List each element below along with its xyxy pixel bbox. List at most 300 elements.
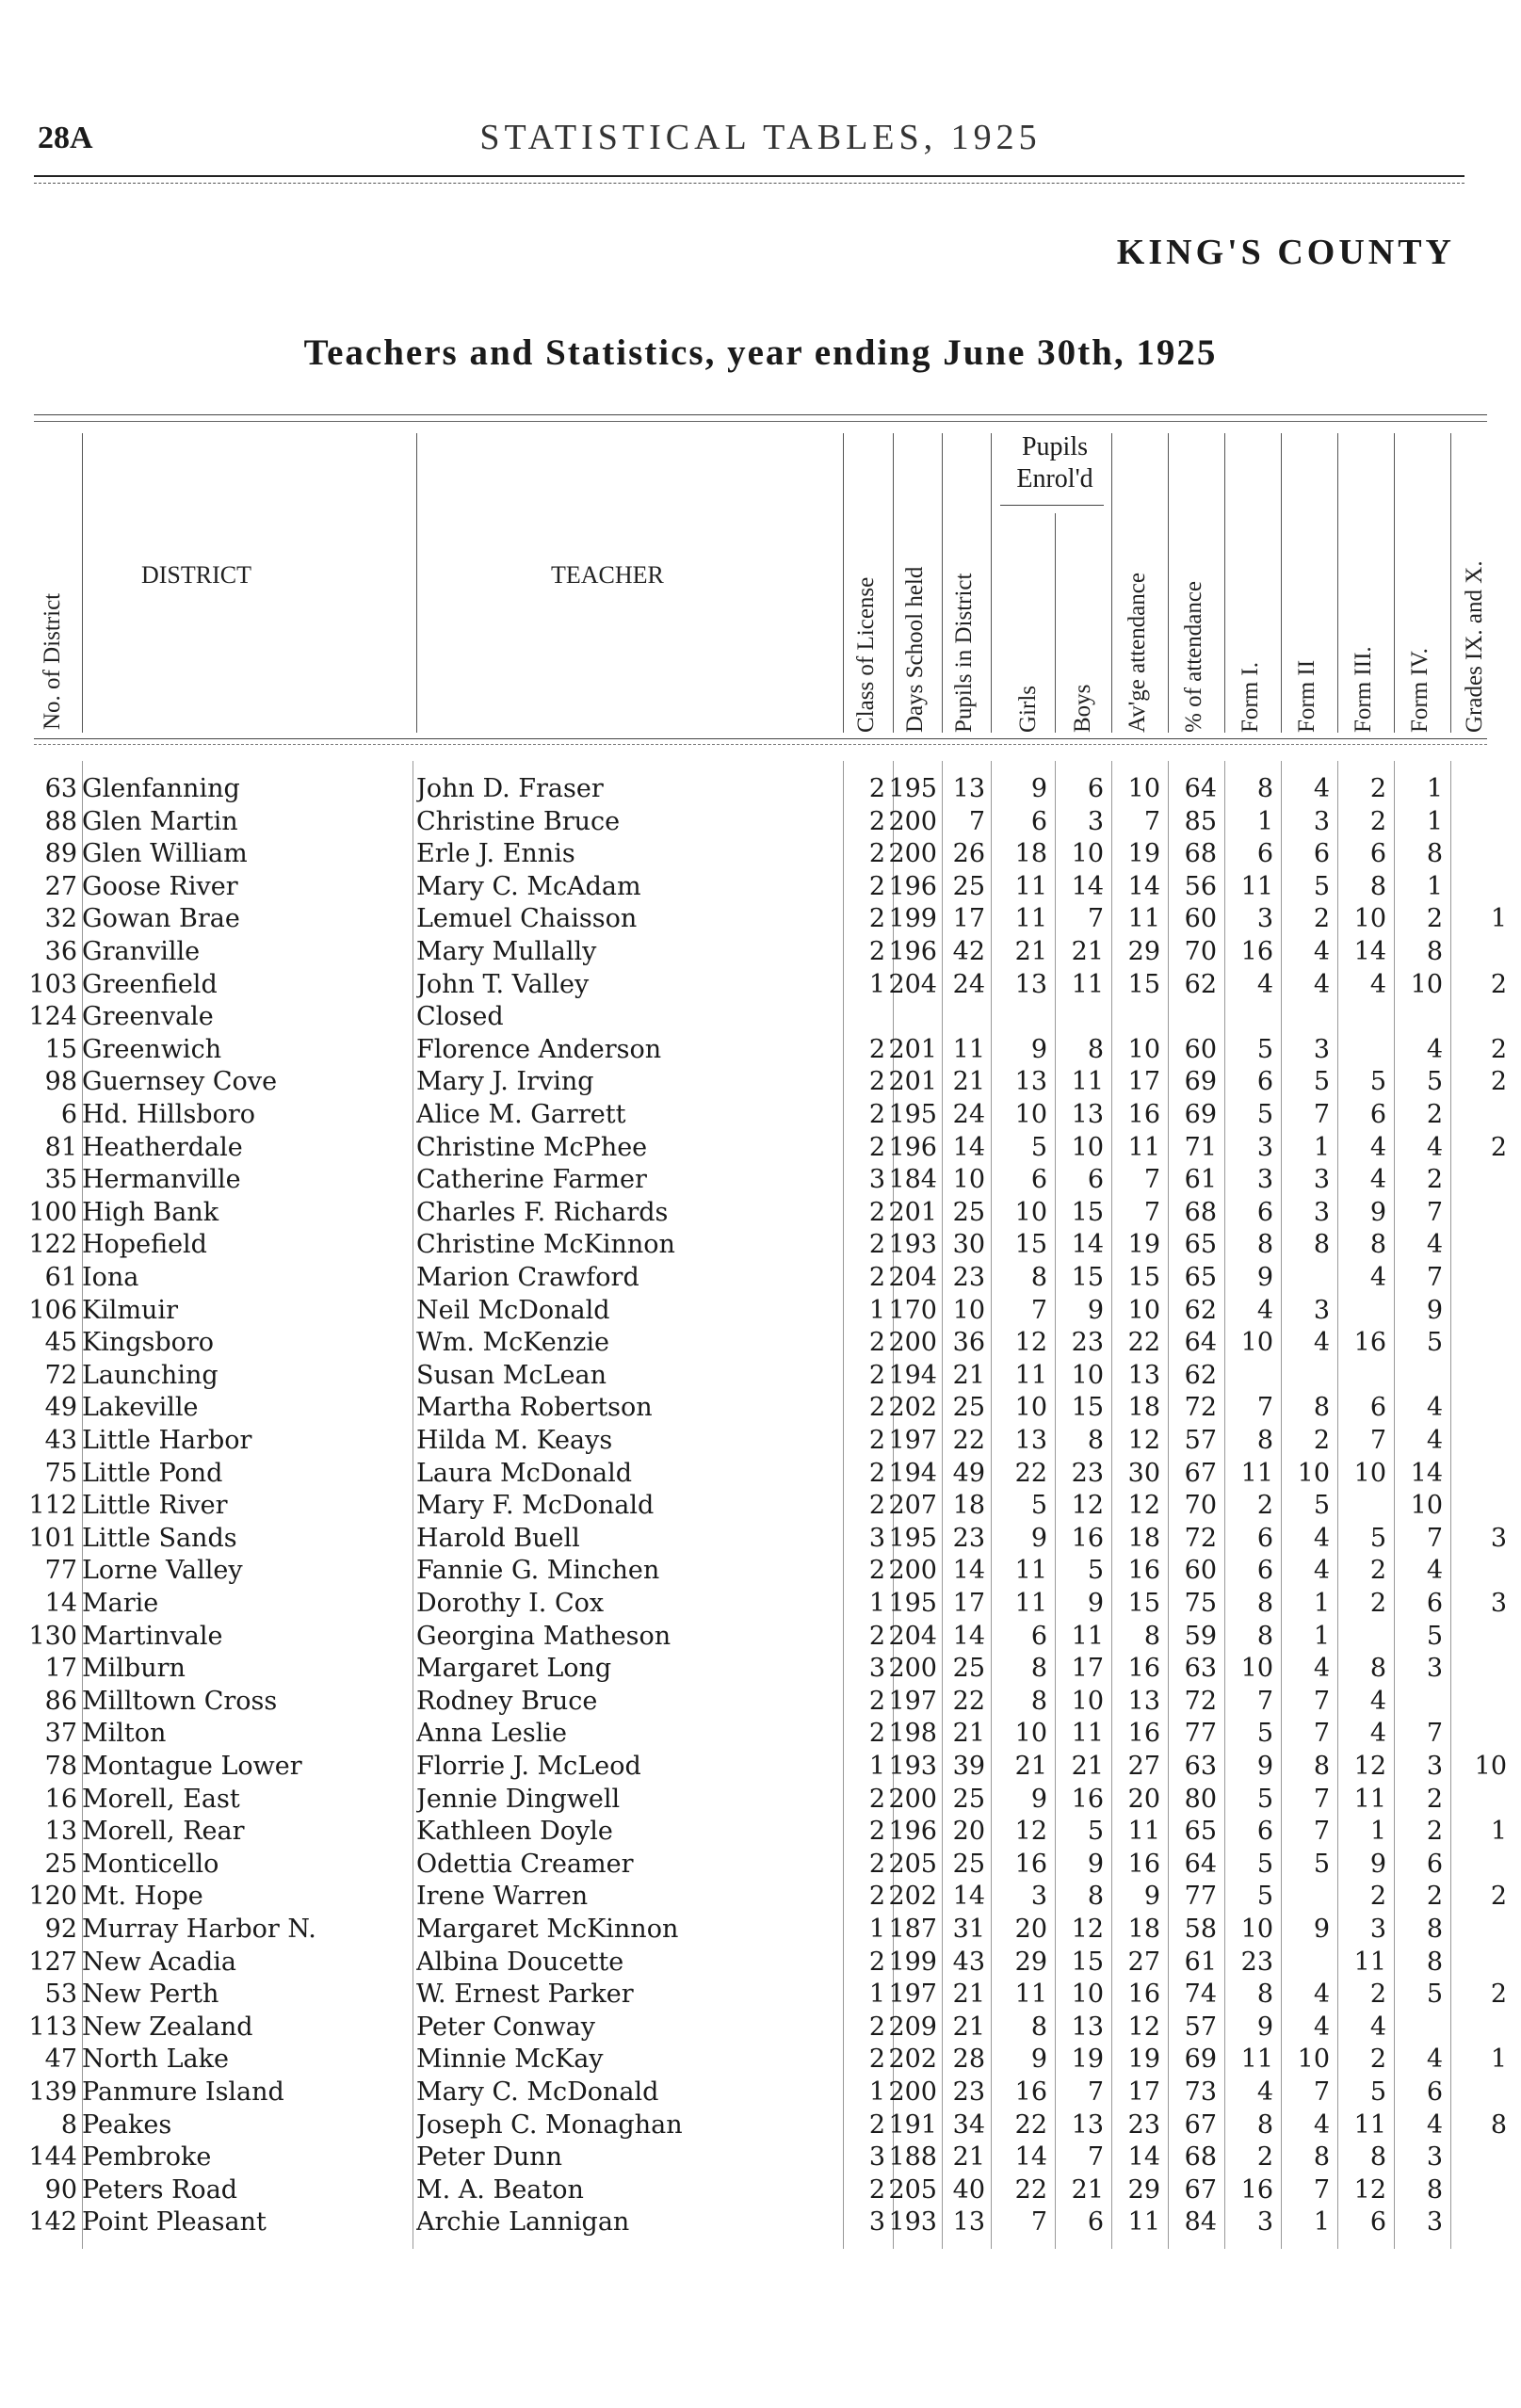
grades-value: 1 [1490,904,1507,934]
girls-value: 12 [1014,1817,1047,1847]
header-pupils-enrold: Pupils Enrol'd [1016,432,1093,493]
avge-attendance-value: 13 [1127,1686,1160,1716]
teacher-name: Mary F. McDonald [416,1491,655,1521]
district-number: 112 [28,1491,77,1521]
class-of-license-value: 2 [868,2012,885,2042]
avge-attendance-value: 16 [1127,1654,1160,1684]
header-grades: Grades IX. and X. [1462,560,1487,733]
pct-attendance-value: 68 [1184,839,1217,869]
avge-attendance-value: 29 [1127,2174,1160,2205]
pct-attendance-value: 64 [1184,774,1217,803]
form-2-value: 5 [1313,1491,1330,1521]
form-4-value: 5 [1426,1980,1443,2010]
header-bottom-rule-dashed [34,744,1487,745]
district-number: 98 [44,1067,77,1097]
boys-value: 11 [1071,1719,1104,1749]
district-name: Greenfield [82,969,218,999]
form-4-value: 9 [1426,1295,1443,1325]
boys-value: 8 [1087,1426,1104,1455]
form-3-value: 7 [1369,1426,1386,1455]
district-name: Granville [82,937,201,966]
form-1-value: 9 [1256,1263,1273,1292]
header-divider [942,433,943,733]
boys-value: 3 [1087,806,1104,836]
class-of-license-value: 3 [868,2207,885,2238]
class-of-license-value: 2 [868,1263,885,1292]
running-title: STATISTICAL TABLES, 1925 [479,118,1042,157]
avge-attendance-value: 23 [1127,2109,1160,2140]
form-2-value: 7 [1313,1719,1330,1749]
form-4-value: 7 [1426,1523,1443,1553]
boys-value: 21 [1071,2174,1104,2205]
form-3-value: 12 [1353,1752,1386,1781]
form-3-value: 4 [1369,2012,1386,2042]
pct-attendance-value: 64 [1184,1849,1217,1879]
table-row [0,837,1521,870]
avge-attendance-value: 29 [1127,937,1160,966]
boys-value: 5 [1087,1556,1104,1586]
district-name: Monticello [82,1849,219,1879]
girls-value: 18 [1014,839,1047,869]
form-3-value: 10 [1353,1458,1386,1488]
header-form-4: Form IV. [1407,648,1432,733]
form-2-value: 4 [1313,1523,1330,1553]
table-row [0,1620,1521,1653]
pupils-in-district-value: 13 [952,774,985,803]
header-divider [82,433,83,733]
table-row [0,1196,1521,1229]
teacher-name: Margaret McKinnon [416,1915,679,1944]
teacher-name: Mary C. McAdam [416,871,641,901]
district-number: 15 [44,1034,77,1064]
class-of-license-value: 2 [868,806,885,836]
district-name: Glen William [82,839,248,869]
girls-value: 9 [1030,774,1047,803]
table-row [0,2109,1521,2141]
boys-value: 11 [1071,969,1104,999]
pct-attendance-value: 62 [1184,1360,1217,1390]
form-2-value: 5 [1313,1849,1330,1879]
form-4-value: 4 [1426,1393,1443,1423]
form-1-value: 11 [1240,2044,1273,2075]
table-row [0,902,1521,935]
days-school-held-value: 197 [888,1686,937,1716]
pupils-in-district-value: 10 [952,1295,985,1325]
form-2-value: 4 [1313,1556,1330,1586]
pct-attendance-value: 85 [1184,806,1217,836]
form-2-value: 8 [1313,1393,1330,1423]
boys-value: 6 [1087,774,1104,803]
girls-value: 11 [1014,1360,1047,1390]
boys-value: 12 [1071,1915,1104,1944]
class-of-license-value: 2 [868,1230,885,1260]
teacher-name: Charles F. Richards [416,1197,669,1227]
district-name: Glenfanning [82,774,240,803]
teacher-name: Jennie Dingwell [416,1784,621,1814]
district-number: 35 [44,1165,77,1195]
form-3-value: 14 [1353,937,1386,966]
class-of-license-value: 2 [868,2109,885,2140]
teacher-name: Dorothy I. Cox [416,1589,605,1618]
form-3-value: 2 [1369,774,1386,803]
form-2-value: 4 [1313,969,1330,999]
days-school-held-value: 197 [888,1980,937,2010]
girls-value: 11 [1014,871,1047,901]
girls-value: 5 [1030,1132,1047,1162]
boys-value: 10 [1071,1132,1104,1162]
class-of-license-value: 2 [868,1458,885,1488]
boys-value: 19 [1071,2044,1104,2075]
table-subtitle: Teachers and Statistics, year ending June 30th, 1925 [303,332,1218,373]
boys-value: 15 [1071,1263,1104,1292]
district-number: 89 [44,839,77,869]
boys-value: 7 [1087,904,1104,934]
teacher-name: Mary C. McDonald [416,2077,659,2107]
district-name: New Perth [82,1980,219,2010]
girls-value: 8 [1030,1686,1047,1716]
teacher-name: Peter Conway [416,2012,596,2042]
header-bottom-rule [34,738,1487,739]
avge-attendance-value: 13 [1127,1360,1160,1390]
teacher-name: Margaret Long [416,1654,612,1684]
form-1-value: 10 [1240,1328,1273,1358]
pct-attendance-value: 68 [1184,2142,1217,2173]
form-1-value: 8 [1256,1426,1273,1455]
form-4-value: 10 [1410,969,1443,999]
avge-attendance-value: 17 [1127,1067,1160,1097]
table-row [0,1587,1521,1620]
avge-attendance-value: 18 [1127,1393,1160,1423]
pct-attendance-value: 84 [1184,2207,1217,2238]
avge-attendance-value: 18 [1127,1523,1160,1553]
avge-attendance-value: 27 [1127,1752,1160,1781]
district-number: 101 [28,1523,77,1553]
pupils-in-district-value: 26 [952,839,985,869]
girls-value: 11 [1014,1556,1047,1586]
form-4-value: 5 [1426,1621,1443,1651]
form-3-value: 2 [1369,806,1386,836]
form-4-value: 7 [1426,1197,1443,1227]
district-number: 8 [60,2109,77,2140]
pct-attendance-value: 69 [1184,1067,1217,1097]
form-4-value: 2 [1426,1882,1443,1912]
form-1-value: 8 [1256,1589,1273,1618]
days-school-held-value: 200 [888,1556,937,1586]
avge-attendance-value: 10 [1127,774,1160,803]
boys-value: 8 [1087,1034,1104,1064]
boys-value: 15 [1071,1197,1104,1227]
form-2-value: 2 [1313,904,1330,934]
district-number: 127 [28,1947,77,1977]
district-name: Hermanville [82,1165,241,1195]
days-school-held-value: 205 [888,2174,937,2205]
avge-attendance-value: 8 [1143,1621,1160,1651]
form-1-value: 10 [1240,1915,1273,1944]
pct-attendance-value: 63 [1184,1752,1217,1781]
pupils-in-district-value: 25 [952,1849,985,1879]
boys-value: 12 [1071,1491,1104,1521]
boys-value: 16 [1071,1523,1104,1553]
table-row [0,1065,1521,1098]
district-number: 72 [44,1360,77,1390]
pupils-in-district-value: 22 [952,1686,985,1716]
form-2-value: 8 [1313,1752,1330,1781]
class-of-license-value: 2 [868,1034,885,1064]
form-2-value: 4 [1313,937,1330,966]
table-row [0,1424,1521,1457]
district-number: 14 [44,1589,77,1618]
boys-value: 11 [1071,1621,1104,1651]
avge-attendance-value: 12 [1127,1426,1160,1455]
form-4-value: 5 [1426,1328,1443,1358]
boys-value: 13 [1071,2109,1104,2140]
form-3-value: 12 [1353,2174,1386,2205]
avge-attendance-value: 11 [1127,2207,1160,2238]
avge-attendance-value: 7 [1143,1165,1160,1195]
boys-value: 5 [1087,1817,1104,1847]
table-row [0,1457,1521,1490]
form-4-value: 3 [1426,2142,1443,2173]
pct-attendance-value: 68 [1184,1197,1217,1227]
district-number: 142 [28,2207,77,2238]
pct-attendance-value: 77 [1184,1882,1217,1912]
teacher-name: Hilda M. Keays [416,1426,613,1455]
girls-value: 7 [1030,1295,1047,1325]
teacher-name: Fannie G. Minchen [416,1556,660,1586]
form-1-value: 2 [1256,1491,1273,1521]
days-school-held-value: 205 [888,1849,937,1879]
avge-attendance-value: 15 [1127,1263,1160,1292]
pct-attendance-value: 70 [1184,937,1217,966]
form-2-value: 8 [1313,1230,1330,1260]
class-of-license-value: 2 [868,871,885,901]
class-of-license-value: 2 [868,1621,885,1651]
class-of-license-value: 1 [868,1915,885,1944]
district-number: 130 [28,1621,77,1651]
class-of-license-value: 3 [868,1654,885,1684]
district-number: 113 [28,2012,77,2042]
form-1-value: 11 [1240,1458,1273,1488]
form-1-value: 5 [1256,1034,1273,1064]
district-name: High Bank [82,1197,219,1227]
form-3-value: 6 [1369,2207,1386,2238]
district-number: 43 [44,1426,77,1455]
boys-value: 11 [1071,1067,1104,1097]
table-row [0,2141,1521,2174]
form-2-value: 7 [1313,1100,1330,1129]
avge-attendance-value: 27 [1127,1947,1160,1977]
pct-attendance-value: 57 [1184,2012,1217,2042]
avge-attendance-value: 20 [1127,1784,1160,1814]
table-row [0,1783,1521,1816]
header-girls: Girls [1015,686,1041,733]
days-school-held-value: 197 [888,1426,937,1455]
form-3-value: 11 [1353,2109,1386,2140]
days-school-held-value: 201 [888,1197,937,1227]
class-of-license-value: 2 [868,937,885,966]
form-2-value: 4 [1313,2012,1330,2042]
form-1-value: 6 [1256,1067,1273,1097]
form-4-value: 2 [1426,904,1443,934]
table-top-rule-2 [34,421,1487,422]
pupils-in-district-value: 28 [952,2044,985,2075]
pupils-in-district-value: 14 [952,1132,985,1162]
class-of-license-value: 1 [868,2077,885,2107]
teacher-name: Mary J. Irving [416,1067,594,1097]
boys-value: 9 [1087,1589,1104,1618]
pct-attendance-value: 63 [1184,1654,1217,1684]
form-3-value: 4 [1369,1686,1386,1716]
girls-value: 13 [1014,969,1047,999]
teacher-name: Christine Bruce [416,806,621,836]
district-number: 103 [28,969,77,999]
form-3-value: 4 [1369,969,1386,999]
days-school-held-value: 204 [888,1263,937,1292]
class-of-license-value: 2 [868,1197,885,1227]
district-name: Greenwich [82,1034,222,1064]
header-form-2: Form II [1294,659,1319,733]
district-name: Peakes [82,2109,172,2140]
district-name: Morell, Rear [82,1817,245,1847]
form-4-value: 2 [1426,1784,1443,1814]
pupils-in-district-value: 20 [952,1817,985,1847]
table-row [0,1685,1521,1718]
pct-attendance-value: 72 [1184,1686,1217,1716]
pupils-in-district-value: 17 [952,904,985,934]
avge-attendance-value: 17 [1127,2077,1160,2107]
form-3-value: 2 [1369,1556,1386,1586]
form-3-value: 5 [1369,1523,1386,1553]
form-4-value: 6 [1426,1849,1443,1879]
form-3-value: 8 [1369,1654,1386,1684]
boys-value: 13 [1071,1100,1104,1129]
class-of-license-value: 3 [868,1165,885,1195]
district-number: 139 [28,2077,77,2107]
district-name: Little Sands [82,1523,237,1553]
header-divider [1337,433,1338,733]
avge-attendance-value: 16 [1127,1719,1160,1749]
avge-attendance-value: 15 [1127,1589,1160,1618]
pct-attendance-value: 77 [1184,1719,1217,1749]
form-3-value: 6 [1369,1393,1386,1423]
pupils-in-district-value: 23 [952,2077,985,2107]
girls-value: 10 [1014,1719,1047,1749]
district-number: 49 [44,1393,77,1423]
form-1-value: 16 [1240,937,1273,966]
pct-attendance-value: 56 [1184,871,1217,901]
avge-attendance-value: 16 [1127,1556,1160,1586]
boys-value: 9 [1087,1295,1104,1325]
class-of-license-value: 2 [868,1947,885,1977]
class-of-license-value: 2 [868,774,885,803]
avge-attendance-value: 14 [1127,871,1160,901]
form-2-value: 3 [1313,1295,1330,1325]
days-school-held-value: 194 [888,1458,937,1488]
district-name: Peters Road [82,2174,238,2205]
form-1-value: 9 [1256,1752,1273,1781]
pupils-in-district-value: 21 [952,2142,985,2173]
boys-value: 15 [1071,1393,1104,1423]
district-number: 144 [28,2142,77,2173]
class-of-license-value: 3 [868,2142,885,2173]
form-3-value: 6 [1369,1100,1386,1129]
girls-value: 22 [1014,2174,1047,2205]
days-school-held-value: 195 [888,1100,937,1129]
days-school-held-value: 204 [888,1621,937,1651]
class-of-license-value: 1 [868,1589,885,1618]
girls-value: 15 [1014,1230,1047,1260]
days-school-held-value: 196 [888,871,937,901]
girls-value: 14 [1014,2142,1047,2173]
pupils-in-district-value: 21 [952,1360,985,1390]
form-2-value: 4 [1313,774,1330,803]
teacher-name: Closed [416,1002,504,1032]
district-name: New Acadia [82,1947,237,1977]
form-3-value: 10 [1353,904,1386,934]
pct-attendance-value: 58 [1184,1915,1217,1944]
header-rule-dashed [34,183,1464,184]
days-school-held-value: 200 [888,839,937,869]
form-2-value: 7 [1313,1686,1330,1716]
days-school-held-value: 204 [888,969,937,999]
days-school-held-value: 200 [888,1654,937,1684]
district-number: 53 [44,1980,77,2010]
district-number: 75 [44,1458,77,1488]
district-number: 61 [44,1263,77,1292]
form-4-value: 1 [1426,871,1443,901]
district-name: Murray Harbor N. [82,1915,316,1944]
table-row [0,1163,1521,1196]
days-school-held-value: 199 [888,1947,937,1977]
pupils-in-district-value: 21 [952,1067,985,1097]
district-number: 77 [44,1556,77,1586]
pct-attendance-value: 65 [1184,1230,1217,1260]
header-divider [1450,433,1451,733]
form-1-value: 7 [1256,1686,1273,1716]
days-school-held-value: 207 [888,1491,937,1521]
class-of-license-value: 1 [868,1295,885,1325]
avge-attendance-value: 16 [1127,1849,1160,1879]
district-number: 86 [44,1686,77,1716]
pct-attendance-value: 60 [1184,1034,1217,1064]
form-4-value: 6 [1426,1589,1443,1618]
table-row [0,805,1521,838]
teacher-name: Albina Doucette [416,1947,624,1977]
days-school-held-value: 200 [888,1328,937,1358]
girls-value: 11 [1014,1589,1047,1618]
class-of-license-value: 2 [868,1784,885,1814]
class-of-license-value: 1 [868,1752,885,1781]
class-of-license-value: 2 [868,1328,885,1358]
form-4-value: 8 [1426,1915,1443,1944]
teacher-name: Georgina Matheson [416,1621,672,1651]
district-name: Hd. Hillsboro [82,1100,256,1129]
avge-attendance-value: 10 [1127,1034,1160,1064]
days-school-held-value: 200 [888,2077,937,2107]
header-avge-attendance: Av'ge attendance [1125,573,1150,733]
pct-attendance-value: 62 [1184,969,1217,999]
boys-value: 9 [1087,1849,1104,1879]
teacher-name: Kathleen Doyle [416,1817,613,1847]
pupils-in-district-value: 24 [952,1100,985,1129]
boys-value: 10 [1071,839,1104,869]
pct-attendance-value: 69 [1184,1100,1217,1129]
form-3-value: 4 [1369,1165,1386,1195]
form-4-value: 5 [1426,1067,1443,1097]
form-3-value: 11 [1353,1784,1386,1814]
boys-value: 6 [1087,2207,1104,2238]
table-row [0,1033,1521,1066]
